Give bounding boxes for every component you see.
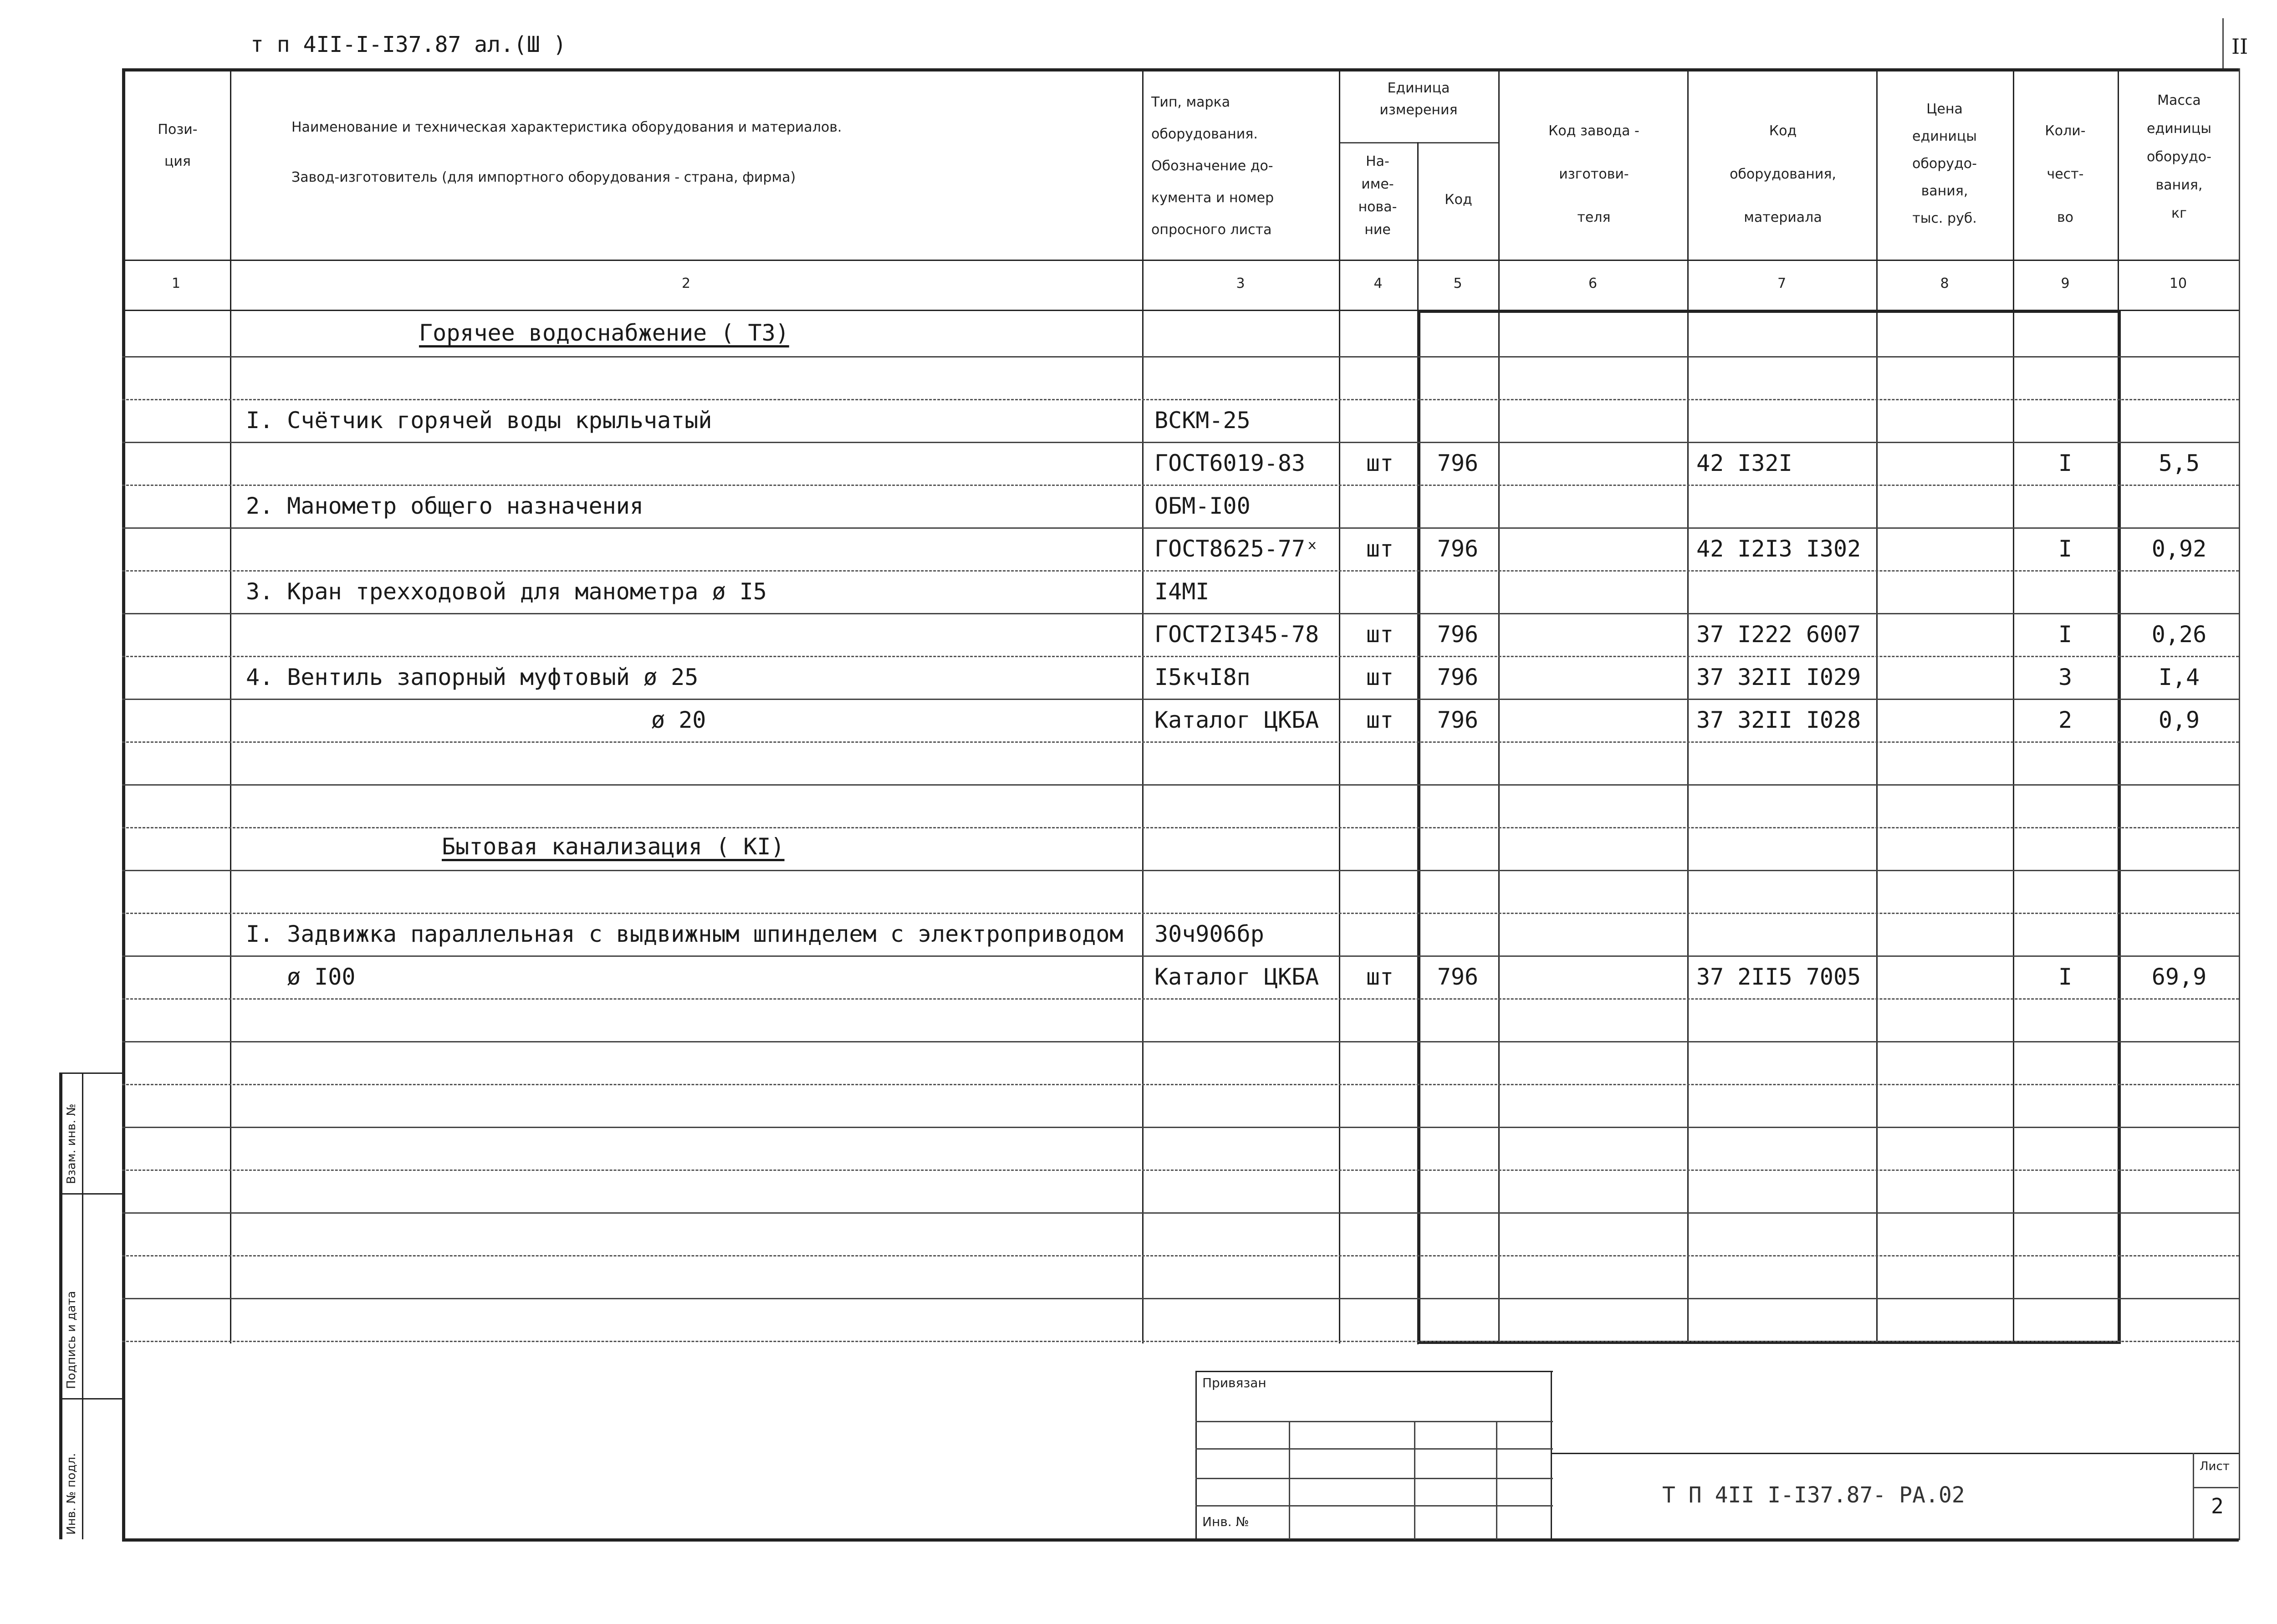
item-unit-code: 796 (1437, 536, 1479, 562)
item-type: ГОСТ8625-77ˣ (1154, 536, 1319, 562)
item-unit: шт (1366, 664, 1394, 690)
item-type: I5кчI8п (1154, 664, 1251, 690)
item-name: I. Счётчик горячей воды крыльчатый (246, 407, 712, 434)
item-equipment-code: 37 32II I029 (1696, 664, 1861, 690)
row-separator (122, 613, 2239, 614)
row-separator (122, 1212, 2239, 1214)
header-unit-group: Единица измерения (1379, 80, 1458, 118)
stamp-list-label: Лист (2200, 1460, 2230, 1473)
row-separator (122, 485, 2239, 486)
section-title: Горячее водоснабжение ( ТЗ) (419, 320, 789, 346)
item-type: 30ч906бр (1154, 921, 1264, 947)
header-unit-name: На- име- нова- ние (1358, 153, 1397, 238)
item-quantity: I (2058, 964, 2073, 990)
item-mass: 0,92 (2151, 536, 2207, 562)
item-name: 2. Манометр общего назначения (246, 493, 643, 519)
item-unit-code: 796 (1437, 621, 1479, 648)
frame-right (2239, 68, 2240, 1540)
row-separator (122, 913, 2239, 914)
side-podpis-data: Подпись и дата (65, 1291, 78, 1389)
item-quantity: I (2058, 621, 2073, 648)
frame-top (122, 68, 2239, 71)
item-mass: I,4 (2158, 664, 2200, 690)
item-unit-code: 796 (1437, 707, 1479, 733)
unit-group-line (1339, 142, 1498, 143)
header-qty: Коли- чест- во (2045, 123, 2086, 225)
item-quantity: I (2058, 536, 2073, 562)
col-number-2: 2 (681, 276, 691, 291)
col-number-5: 5 (1453, 276, 1462, 291)
row-separator (122, 998, 2239, 1000)
row-separator (122, 399, 2239, 400)
col-number-10: 10 (2169, 276, 2187, 291)
header-name-line2: Завод-изготовитель (для импортного оборудования - страна, фирма) (291, 169, 796, 185)
item-unit-code: 796 (1437, 664, 1479, 690)
item-type: Каталог ЦКБА (1154, 964, 1319, 990)
item-name: ø I00 (287, 964, 356, 990)
row-separator (122, 1298, 2239, 1299)
document-code: т п 4II-I-I37.87 ал.(Ш ) (250, 32, 567, 57)
item-equipment-code: 37 I222 6007 (1696, 621, 1861, 648)
frame-bottom (122, 1538, 2239, 1542)
row-separator (122, 356, 2239, 357)
item-mass: 69,9 (2151, 964, 2207, 990)
item-mass: 5,5 (2158, 450, 2200, 476)
item-equipment-code: 42 I32I (1696, 450, 1792, 476)
row-separator (122, 699, 2239, 700)
row-separator (122, 1341, 2239, 1342)
section-title: Бытовая канализация ( КI) (442, 833, 785, 860)
item-mass: 0,26 (2151, 621, 2207, 648)
item-name: 4. Вентиль запорный муфтовый ø 25 (246, 664, 699, 690)
row-separator (122, 656, 2239, 657)
side-vzam-inv: Взам. инв. № (65, 1103, 78, 1184)
item-equipment-code: 42 I2I3 I302 (1696, 536, 1861, 562)
item-unit: шт (1366, 707, 1394, 733)
item-type: ВСКМ-25 (1154, 407, 1251, 434)
row-separator (122, 442, 2239, 443)
header-price: Цена единицы оборудо- вания, тыс. руб. (1912, 101, 1977, 226)
stamp-list-number: 2 (2211, 1494, 2224, 1518)
item-type: ГОСТ6019-83 (1154, 450, 1306, 476)
item-type: I4MI (1154, 578, 1210, 605)
col-number-4: 4 (1373, 276, 1383, 291)
row-separator (122, 1255, 2239, 1256)
item-unit-code: 796 (1437, 964, 1479, 990)
item-name: ø 20 (651, 707, 706, 733)
row-separator (122, 784, 2239, 786)
col-number-7: 7 (1777, 276, 1787, 291)
item-type: ОБМ-I00 (1154, 493, 1251, 519)
row-separator (122, 870, 2239, 871)
item-type: ГОСТ2I345-78 (1154, 621, 1319, 648)
header-equipment-code: Код оборудования, материала (1730, 123, 1836, 225)
item-name: I. Задвижка параллельная с выдвижным шпинделем с электроприводом (246, 921, 1123, 947)
header-maker-code: Код завода - изготови- теля (1548, 123, 1639, 225)
item-unit-code: 796 (1437, 450, 1479, 476)
item-unit: шт (1366, 536, 1394, 562)
item-type: Каталог ЦКБА (1154, 707, 1319, 733)
header-bottom-line (122, 260, 2239, 261)
col-number-3: 3 (1236, 276, 1245, 291)
stamp-doc-code: Т П 4II I-I37.87- РА.02 (1662, 1482, 1965, 1508)
item-quantity: I (2058, 450, 2073, 476)
row-separator (122, 1041, 2239, 1042)
row-separator (122, 1127, 2239, 1128)
row-separator (122, 741, 2239, 743)
header-unit-code: Код (1445, 192, 1472, 208)
col-number-8: 8 (1940, 276, 1949, 291)
col-number-1: 1 (171, 276, 181, 291)
row-separator (122, 1084, 2239, 1085)
stamp-inv: Инв. № (1202, 1514, 1249, 1529)
item-name: 3. Кран трехходовой для манометра ø I5 (246, 578, 767, 605)
item-unit: шт (1366, 621, 1394, 648)
item-mass: 0,9 (2158, 707, 2200, 733)
item-unit: шт (1366, 964, 1394, 990)
item-unit: шт (1366, 450, 1394, 476)
item-equipment-code: 37 2II5 7005 (1696, 964, 1861, 990)
header-name-line1: Наименование и техническая характеристика оборудования и материалов. (291, 119, 842, 135)
side-inv-podl: Инв. № подл. (65, 1453, 78, 1535)
header-type: Тип, марка оборудования. Обозначение до- кумента и номер опросного листа (1151, 94, 1274, 238)
item-equipment-code: 37 32II I028 (1696, 707, 1861, 733)
row-separator (122, 570, 2239, 572)
col-number-9: 9 (2061, 276, 2070, 291)
item-quantity: 2 (2058, 707, 2073, 733)
item-quantity: 3 (2058, 664, 2073, 690)
stamp-privyazan: Привязан (1202, 1375, 1266, 1390)
header-mass: Масса единицы оборудо- вания, кг (2147, 92, 2211, 221)
row-separator (122, 527, 2239, 529)
row-separator (122, 827, 2239, 828)
row-separator (122, 1169, 2239, 1171)
header-position: Пози- ция (158, 122, 198, 169)
row-separator (122, 955, 2239, 957)
col-number-6: 6 (1588, 276, 1598, 291)
sheet-mark: II (2231, 34, 2248, 59)
